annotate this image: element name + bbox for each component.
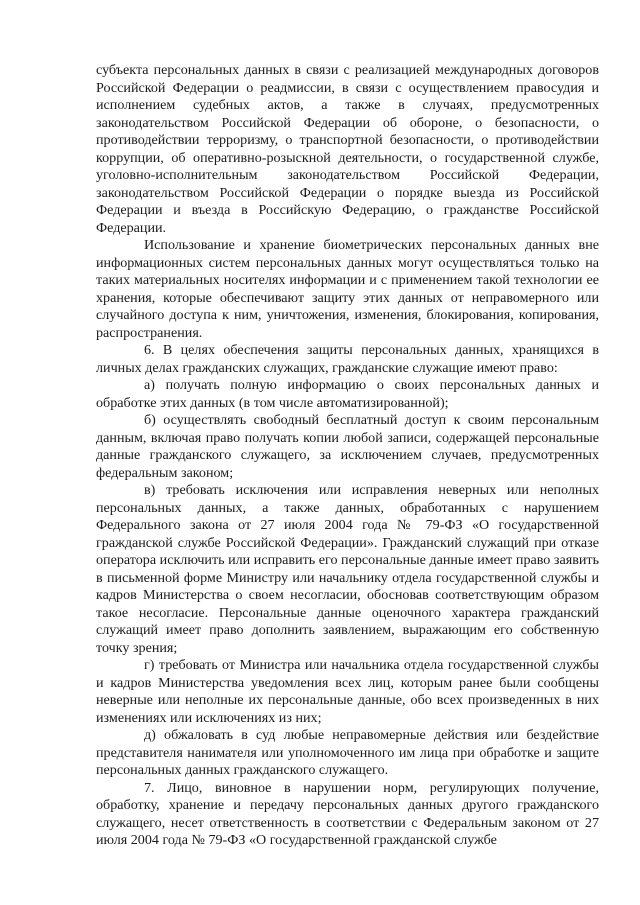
paragraph-item-6g: г) требовать от Министра или начальника отдела государственной службы и кадров Министерства уведомления всех лиц, которым ранее были сообщены неверные или неполные их персональные данные, обо всех произведенных в них изменениях или исключениях из них; — [96, 657, 599, 726]
paragraph-item-7: 7. Лицо, виновное в нарушении норм, регулирующих получение, обработку, хранение и передачу персональных данных другого гражданского служащего, несет ответственность в соответствии с Федеральным законом от 27 июля 2004 года № 79-ФЗ «О государственной гражданской службе — [96, 779, 599, 848]
paragraph-item-6a: а) получать полную информацию о своих персональных данных и обработке этих данных (в том числе автоматизированной); — [96, 377, 599, 411]
paragraph-item-6v: в) требовать исключения или исправления неверных или неполных персональных данных, а также данных, обработанных с нарушением Федерального закона от 27 июля 2004 года № 79-ФЗ «О государственной гражданской службе Российской Федерации». Гражданский служащий при отказе оператора исключить или исправить его персональные данные имеет право заявить в письменной форме Министру или начальнику отдела государственной службы и кадров Министерства о своем несогласии, обосновав соответствующим образом такое несогласие. Персональные данные оценочного характера гражданский служащий имеет право дополнить заявлением, выражающим его собственную точку зрения; — [96, 482, 599, 656]
paragraph-item-6b: б) осуществлять свободный бесплатный доступ к своим персональным данным, включая право получать копии любой записи, содержащей персональные данные гражданского служащего, за исключением случаев, предусмотренных федеральным законом; — [96, 412, 599, 481]
document-body — [96, 62, 599, 850]
paragraph-item-6d: д) обжаловать в суд любые неправомерные действия или бездействие представителя нанимателя или уполномоченного им лица при обработке и защите персональных данных гражданского служащего. — [96, 727, 599, 778]
paragraph-biometric-storage: Использование и хранение биометрических персональных данных вне информационных систем персональных данных могут осуществляться только на таких материальных носителях информации и с применением такой технологии ее хранения, которые обеспечивают защиту этих данных от неправомерного или случайного доступа к ним, уничтожения, изменения, блокирования, копирования, распространения. — [96, 237, 599, 341]
paragraph-continuation: субъекта персональных данных в связи с реализацией международных договоров Российской Федерации о реадмиссии, в связи с осуществлением правосудия и исполнением судебных актов, а также в случаях, предусмотренных законодательством Российской Федерации об обороне, о безопасности, о противодействии терроризму, о транспортной безопасности, о противодействии коррупции, об оперативно-розыскной деятельности, о государственной службе, уголовно-исполнительным законодательством Российской Федерации, законодательством Российской Федерации о порядке выезда из Российской Федерации и въезда в Российскую Федерацию, о гражданстве Российской Федерации. — [96, 62, 599, 236]
paragraph-item-6: 6. В целях обеспечения защиты персональных данных, хранящихся в личных делах гражданских служащих, гражданские служащие имеют право: — [96, 342, 599, 376]
